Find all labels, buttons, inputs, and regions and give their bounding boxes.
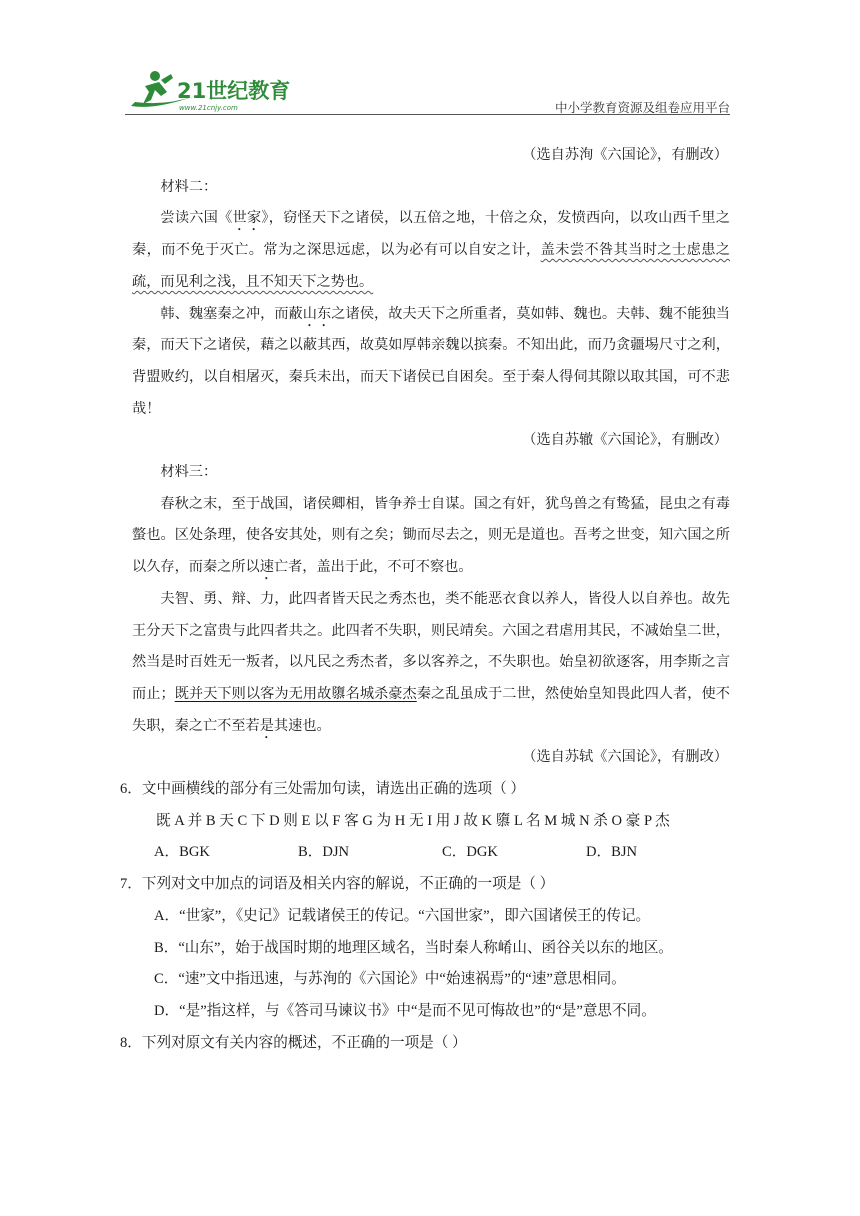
text-span: 韩、魏塞秦之冲，而蔽: [160, 305, 303, 322]
option-d[interactable]: D．BJN: [586, 844, 638, 861]
question-7-choice-d[interactable]: D．“是”指这样，与《答司马谏议书》中“是而不见可悔故也”的“是”意思不同。: [154, 1002, 656, 1019]
question-7-choice-a[interactable]: A．“世家”，《史记》记载诸侯王的传记。“六国世家”，即六国诸侯王的传记。: [154, 907, 651, 924]
question-text: 8．下列对原文有关内容的概述，不正确的一项是（ ）: [120, 1034, 467, 1051]
underlined-sentence: 既并天下则以客为无用故隳名城杀豪杰: [174, 685, 417, 702]
material2-paragraph-2: [132, 299, 730, 426]
platform-name: 中小学教育资源及组卷应用平台: [554, 100, 730, 115]
text-span: 其速也。: [273, 717, 331, 734]
logo-text: 21世纪教育: [177, 79, 291, 103]
question-8-stem: [120, 1028, 730, 1060]
material3-source: （选自苏轼《六国论》，有删改）: [522, 749, 728, 766]
question-7-choice-b[interactable]: B．“山东”，始于战国时期的地理区域名，当时秦人称崤山、函谷关以东的地区。: [154, 939, 673, 956]
question-text: 7．下列对文中加点的词语及相关内容的解说，不正确的一项是（ ）: [120, 876, 555, 893]
text-span: 亡者，盖出于此，不可不察也。: [273, 559, 473, 576]
option-a[interactable]: A．BGK: [154, 844, 210, 861]
document-body: [120, 140, 730, 1059]
text-span: 秦之乱虽成于二世，然使始皇知畏此四人者，使不失职，秦之亡不至若: [132, 685, 730, 734]
dotted-word-shijia: 世家: [232, 210, 262, 227]
question-7-choice-c[interactable]: C．“速”文中指迅速，与苏洵的《六国论》中“始速祸焉”的“速”意思相同。: [154, 971, 626, 988]
material2-label: 材料二：: [160, 178, 218, 195]
question-7-stem: [120, 869, 730, 901]
material2-source: （选自苏辙《六国论》，有删改）: [522, 432, 728, 449]
material3-paragraph-2: [132, 584, 730, 743]
material1-source: （选自苏洵《六国论》，有删改）: [522, 147, 728, 163]
question-6-stem: [120, 774, 730, 806]
logo-url: www.21cnjy.com: [179, 104, 238, 112]
header-divider: [125, 114, 730, 115]
text-span: 夫智、勇、辩、力，此四者皆天民之秀杰也，类不能恶衣食以养人，皆役人以自养也。故先王分天下之富贵与此四者共之。此四者不失职，则民靖矣。六国之君虐用其民，不减始皇二世，然当是时百姓无一叛者，以凡民之秀杰者，多以客养之，不失职也。始皇初欲逐客，用李斯之言而止；: [132, 590, 730, 702]
material2-paragraph-1: [132, 203, 730, 298]
option-b[interactable]: B．DJN: [298, 844, 350, 861]
dotted-word-shandong: 山东: [302, 305, 332, 322]
material3-label: 材料三：: [160, 464, 218, 481]
question-text: 6．文中画横线的部分有三处需加句读，请选出正确的选项（ ）: [120, 781, 525, 798]
wavy-underlined-sentence: 盖未尝不咎其当时之士虑患之疏，而见利之浅，且不知天下之势也。: [132, 242, 730, 290]
material3-paragraph-1: [132, 489, 730, 584]
question-6-sentence: 既 A 并 B 天 C 下 D 则 E 以 F 客 G 为 H 无 I 用 J 故 K 隳 L 名 M 城 N 杀 O 豪 P 杰: [156, 812, 670, 829]
text-span: 春秋之末，至于战国，诸侯卿相，皆争养士自谋。国之有奸，犹鸟兽之有鸷猛，昆虫之有毒螫也。区处条理，使各安其处，则有之矣；锄而尽去之，则无是道也。吾考之世变，知六国之所以久存，而秦之所以: [132, 495, 730, 576]
page-header: [125, 66, 730, 114]
question-6-options: [132, 837, 730, 869]
logo-icon: [125, 66, 295, 112]
text-span: 》，窃怪天下之诸侯，以五倍之地，十倍之众，发愤西向，以攻山西千里之秦，而不免于灭亡。常为之深思远虑，以为必有可以自安之计，: [132, 210, 730, 259]
dotted-word-shi: 是: [259, 717, 274, 734]
dotted-word-su: 速: [259, 559, 274, 576]
option-c[interactable]: C．DGK: [442, 844, 498, 861]
text-span: 之诸侯，故夫天下之所重者，莫如韩、魏也。夫韩、魏不能独当秦，而天下之诸侯，藉之以蔽其西，故莫如厚韩亲魏以摈秦。不知出此，而乃贪疆埸尺寸之利，背盟败约，以自相屠灭，秦兵未出，而天下诸侯已自困矣。至于秦人得伺其隙以取其国，可不悲哉！: [132, 305, 730, 417]
text-span: 尝读六国《: [160, 210, 233, 227]
